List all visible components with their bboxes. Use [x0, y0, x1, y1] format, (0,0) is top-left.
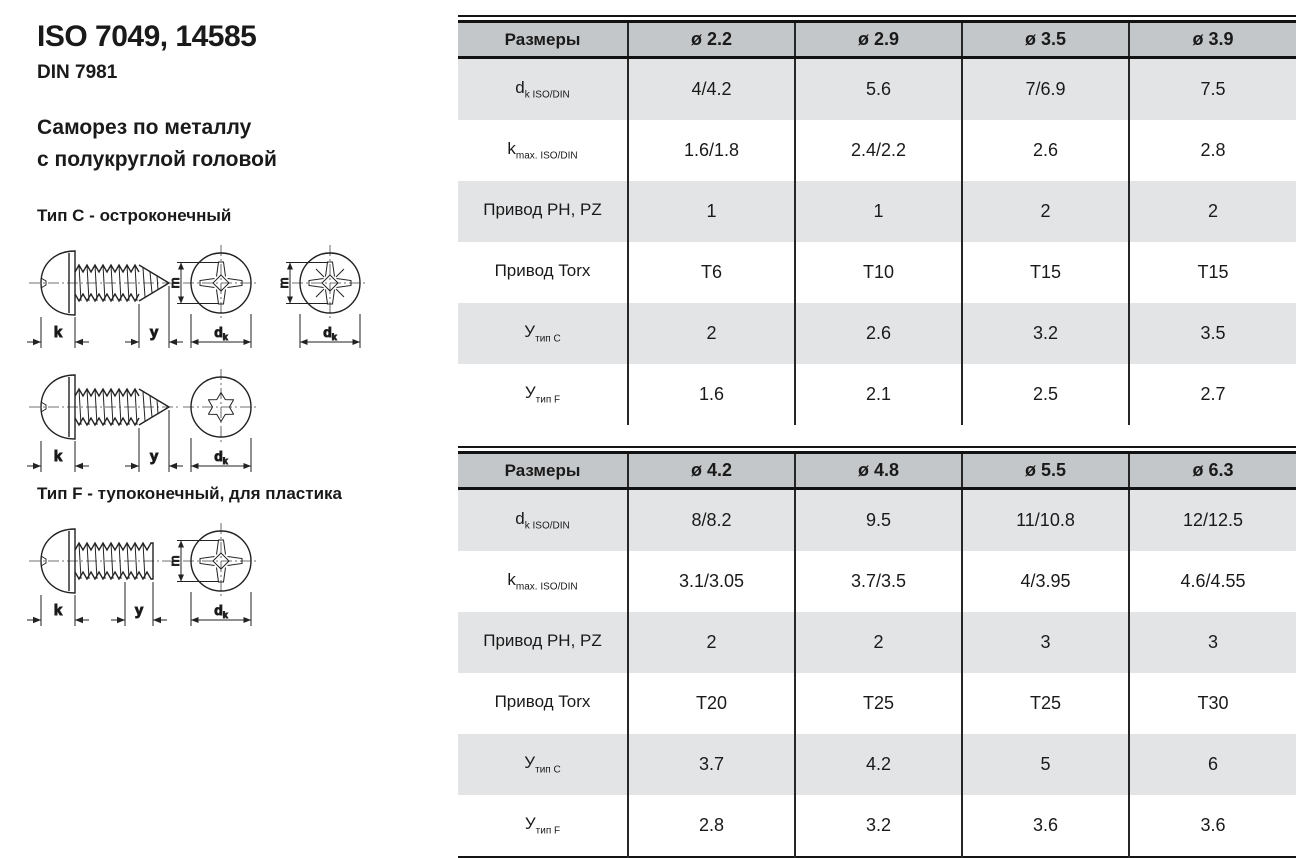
cell: 2 [628, 303, 795, 364]
cell: 8/8.2 [628, 489, 795, 552]
dimension-dk [300, 314, 360, 348]
row-label: Привод Torx [494, 261, 591, 281]
cell: 2 [628, 612, 795, 673]
column-header: ø 5.5 [962, 453, 1129, 489]
column-header: ø 2.2 [628, 22, 795, 58]
cell: T15 [1129, 242, 1296, 303]
cell: 1 [628, 181, 795, 242]
row-label: $У_{тип F}$ [524, 383, 561, 406]
cell: 4/4.2 [628, 58, 795, 121]
cell: 4.6/4.55 [1129, 551, 1296, 612]
type-f-ph-drawing [25, 516, 380, 636]
cell: 2.8 [1129, 120, 1296, 181]
cell: 4/3.95 [962, 551, 1129, 612]
cell: 2.1 [795, 364, 962, 425]
table-row [458, 734, 1296, 795]
description-line-1: Саморез по металлу [37, 116, 252, 139]
cell: T10 [795, 242, 962, 303]
row-label: $У_{тип C}$ [458, 303, 628, 364]
dimension-y [111, 582, 167, 626]
cell: 7/6.9 [962, 58, 1129, 121]
cell: T20 [628, 673, 795, 734]
row-label: Привод Torx [494, 692, 591, 712]
table-row [458, 489, 1296, 552]
cell: 3.7 [628, 734, 795, 795]
page-title: ISO 7049, 14585 [37, 20, 257, 53]
cell: 5 [962, 734, 1129, 795]
pozidriv-head-view [276, 253, 360, 348]
table-row [458, 303, 1296, 364]
column-header: ø 3.5 [962, 22, 1129, 58]
table-top-rule [458, 15, 1296, 17]
dim-label-k: k [53, 602, 63, 619]
cell: 1 [795, 181, 962, 242]
cell: 2.7 [1129, 364, 1296, 425]
dimension-y [125, 410, 183, 472]
cell: 2.6 [962, 120, 1129, 181]
cell: 11/10.8 [962, 489, 1129, 552]
cell: T25 [795, 673, 962, 734]
cell: 2 [962, 181, 1129, 242]
type-c-torx-drawing [25, 362, 325, 482]
column-header: ø 4.8 [795, 453, 962, 489]
dim-label-dk: $d_k$ [323, 324, 337, 342]
table-row [458, 120, 1296, 181]
dimension-dk [191, 438, 251, 472]
dim-label-dk: $d_k$ [214, 448, 228, 466]
dim-label-m: m [167, 555, 182, 567]
dimension-k [27, 441, 89, 472]
dim-label-dk: $d_k$ [214, 324, 228, 342]
size-table-large-diameters [458, 446, 1296, 858]
cell: 1.6/1.8 [628, 120, 795, 181]
table-row [458, 551, 1296, 612]
cell: T15 [962, 242, 1129, 303]
column-header: ø 4.2 [628, 453, 795, 489]
dim-label-m: m [276, 277, 291, 289]
cell: 6 [1129, 734, 1296, 795]
description-line-2: с полукруглой головой [37, 148, 277, 171]
row-label: $k_{max. ISO/DIN}$ [507, 570, 578, 593]
dim-label-k: k [53, 324, 63, 341]
cell: 3.1/3.05 [628, 551, 795, 612]
dim-label-dk: $d_k$ [214, 602, 228, 620]
table-row [458, 58, 1296, 121]
dim-label-m: m [167, 277, 182, 289]
dim-label-k: k [53, 448, 63, 465]
dim-label-y: y [149, 324, 159, 341]
cell: 2.6 [795, 303, 962, 364]
dimension-dk [191, 592, 251, 626]
table-row [458, 673, 1296, 734]
cell: T6 [628, 242, 795, 303]
cell: 3 [962, 612, 1129, 673]
row-label: $У_{тип F}$ [524, 814, 561, 837]
cell: 3 [1129, 612, 1296, 673]
row-label: $У_{тип C}$ [458, 734, 628, 795]
dim-label-y: y [149, 448, 159, 465]
cell: 5.6 [795, 58, 962, 121]
cell: 4.2 [795, 734, 962, 795]
cell: 2 [1129, 181, 1296, 242]
dimension-dk [191, 314, 251, 348]
row-label: $d_{k ISO/DIN}$ [458, 58, 628, 121]
row-label: $k_{max. ISO/DIN}$ [507, 139, 578, 162]
type-c-ph-pz-drawing [25, 238, 380, 358]
cell: 2.4/2.2 [795, 120, 962, 181]
cell: 2.8 [628, 795, 795, 857]
column-header: ø 6.3 [1129, 453, 1296, 489]
size-tables [458, 15, 1296, 858]
row-label: $d_{k ISO/DIN}$ [458, 489, 628, 552]
dimension-k [27, 317, 89, 348]
dim-label-y: y [134, 602, 144, 619]
table-row [458, 612, 1296, 673]
type-f-heading: Тип F - тупоконечный, для пластика [37, 484, 342, 503]
cell: 7.5 [1129, 58, 1296, 121]
cell: 2 [795, 612, 962, 673]
cell: 12/12.5 [1129, 489, 1296, 552]
header-sizes: Размеры [458, 22, 628, 58]
cell: 3.6 [1129, 795, 1296, 857]
column-header: ø 2.9 [795, 22, 962, 58]
table-row [458, 364, 1296, 425]
table-row [458, 242, 1296, 303]
cell: 3.6 [962, 795, 1129, 857]
table-row [458, 795, 1296, 857]
product-description [37, 112, 277, 176]
cell: 3.2 [795, 795, 962, 857]
cell: 1.6 [628, 364, 795, 425]
row-label: Привод PH, PZ [458, 181, 628, 242]
column-header: ø 3.9 [1129, 22, 1296, 58]
table-header-row [458, 22, 1296, 58]
page-subtitle: DIN 7981 [37, 62, 118, 83]
cell: T30 [1129, 673, 1296, 734]
cell: 3.2 [962, 303, 1129, 364]
row-label: Привод PH, PZ [458, 612, 628, 673]
left-panel [0, 0, 455, 837]
dimension-k [27, 595, 89, 626]
table-header-row [458, 453, 1296, 489]
header-sizes: Размеры [458, 453, 628, 489]
phillips-head-view [167, 531, 251, 626]
cell: 9.5 [795, 489, 962, 552]
size-table-small-diameters [458, 15, 1296, 425]
cell: 2.5 [962, 364, 1129, 425]
cell: 3.5 [1129, 303, 1296, 364]
table-row [458, 181, 1296, 242]
type-c-heading: Тип C - остроконечный [37, 206, 232, 225]
table-top-rule [458, 446, 1296, 448]
cell: 3.7/3.5 [795, 551, 962, 612]
cell: T25 [962, 673, 1129, 734]
phillips-head-view [167, 253, 251, 348]
dimension-y [125, 286, 183, 348]
